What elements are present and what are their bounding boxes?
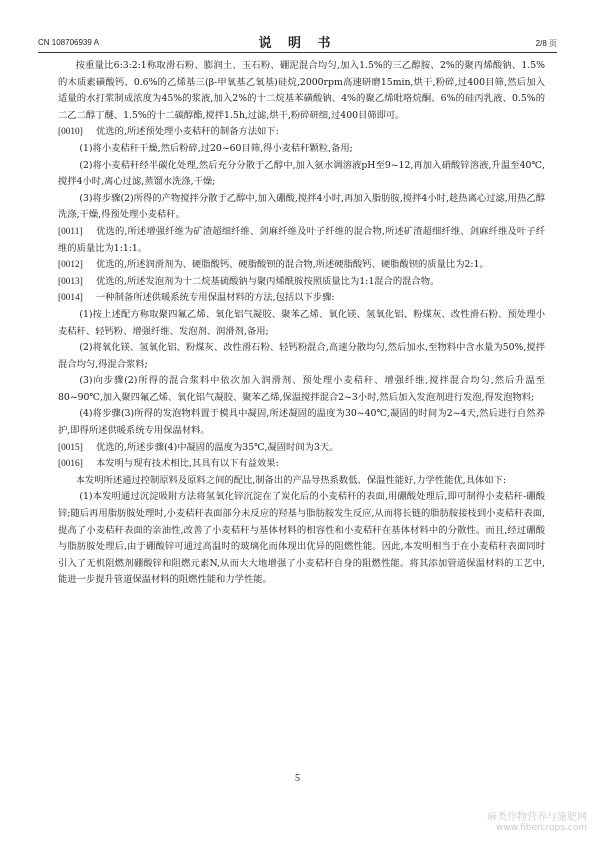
paragraph-0010: [0010] 优选的,所述预处理小麦秸秆的制备方法如下: [58, 124, 545, 141]
watermark [487, 808, 587, 833]
paragraph-number: [0012] [58, 260, 83, 271]
paragraph-number: [0011] [58, 226, 83, 237]
paragraph-number: [0016] [58, 459, 83, 470]
page-number: 5 [295, 773, 300, 784]
paragraph-number: [0013] [58, 276, 83, 287]
document-body [58, 58, 545, 589]
page-indicator: 2/8 页 [535, 39, 557, 48]
list-item: (2)将小麦秸秆经半碳化处理,然后充分分散于乙醇中,加入氨水调溶液pH至9~12,再加入硝酸锌溶液,升温至40℃,搅拌4小时,离心过滤,蒸馏水洗涤,干燥; [58, 159, 545, 188]
list-item: (1)按上述配方称取聚四氟乙烯、氧化铝气凝胶、聚苯乙烯、氧化镁、氢氧化铝、粉煤灰、改性滑石粉、预处理小麦秸秆、轻钙粉、增强纤维、发泡剂、润滑剂,备用; [58, 308, 545, 337]
paragraph-step-formula: 按重量比6:3:2:1称取滑石粉、膨润土、玉石粉、硼泥混合均匀,加入1.5%的三乙醇胺、2%的聚丙烯酸钠、1.5%的木质素磺酸钙、0.6%的乙烯基三(β-甲氧基乙氧基)硅烷,2000rpm高速研磨15min,烘干,粉碎,过400目筛,然后加入适量的水打浆制成浓度为45%的浆液,加入2%的十二烷基苯磺酸钠、4%的聚乙烯吡咯烷酮、6%的硅丙乳液、0.5%的二乙二醇丁醚、1.5%的十二碳醇酯,搅拌1.5h,过滤,烘干,粉碎研细,过400目筛即可。 [58, 60, 545, 121]
list-item: (2)将氧化镁、氢氧化铝、粉煤灰、改性滑石粉、轻钙粉混合,高速分散均匀,然后加水,至物料中含水量为50%,搅拌混合均匀,得混合浆料; [58, 342, 545, 370]
paragraph-0013: [0013] 优选的,所述发泡剂为十二烷基硫酸钠与聚丙烯酰胺按照质量比为1:1混合的混合物。 [58, 274, 545, 291]
list-item: (4)将步骤(3)所得的发泡物料置于模具中凝固,所述凝固的温度为30~40℃,凝固的时间为2~4天,然后进行自然养护,即得所述供暖系统专用保温材料。 [58, 408, 545, 437]
watermark-title: 麻类作物营养与施肥网 [487, 812, 587, 823]
paragraph-benefits-intro: 本发明所述通过控制原料及原料之间的配比,制备出的产品导热系数低、保温性能好,力学性能优,具体如下: [75, 474, 507, 486]
list-item: (3)将步骤(2)所得的产物搅拌分散于乙醇中,加入硼酸,搅拌4小时,再加入脂肪胺,搅拌4小时,趁热离心过滤,用热乙醇洗涤,干燥,得预处理小麦秸秆。 [58, 192, 545, 221]
list-item: (1)本发明通过沉淀吸附方法将氢氧化锌沉淀在了炭化后的小麦秸秆的表面,用硼酸处理后,即可制得小麦秸秆-硼酸锌;随后再用脂肪胺处理时,小麦秸秆表面部分未反应的羟基与脂肪胺发生反应,从而将长链的脂肪胺接枝到小麦秸秆表面,提高了小麦秸秆表面的亲油性,改善了小麦秸秆与基体材料的相容性和小麦秸秆在基体材料中的分散性。而且,经过硼酸与脂肪胺处理后,由于硼酸锌可通过高温时的玻璃化而体现出优异的阻燃性能。因此,本发明相当于在小麦秸秆表面同时引入了无机阻燃剂硼酸锌和阻燃元素N,从而大大地增强了小麦秸秆自身的阻燃性能。将其添加管道保温材料的工艺中,能进一步提升管道保温材料的阻燃性能和力学性能。 [58, 491, 545, 586]
document-type-title: 说 明 书 [258, 36, 337, 51]
paragraph-0015: [0015] 优选的,所述步骤(4)中凝固的温度为35℃,凝固时间为3天。 [58, 440, 545, 457]
list-item: (3)向步骤(2)所得的混合浆料中依次加入润滑剂、预处理小麦秸秆、增强纤维,搅拌混合均匀,然后升温至80~90℃,加入聚四氟乙烯、氧化铝气凝胶、聚苯乙烯,保温搅拌混合2~3小时,然后加入发泡剂进行发泡,得发泡物料; [58, 375, 545, 403]
paragraph-number: [0014] [58, 293, 83, 304]
patent-number: CN 108706939 A [38, 38, 99, 47]
page-header [38, 30, 557, 51]
paragraph-number: [0010] [58, 127, 83, 138]
paragraph-0012: [0012] 优选的,所述润滑剂为、硬脂酸钙、硬脂酸钡的混合物,所述硬脂酸钙、硬脂酸钡的质量比为2:1。 [58, 257, 545, 274]
header-divider [38, 52, 557, 53]
paragraph-0011: [0011] 优选的,所述增强纤维为矿渣超细纤维、剑麻纤维及叶子纤维的混合物,所述矿渣超细纤维、剑麻纤维及叶子纤维的质量比为1:1:1。 [58, 225, 545, 254]
paragraph-0016: [0016] 本发明与现有技术相比,其具有以下有益效果: [58, 456, 545, 473]
paragraph-0014: [0014] 一种制备所述供暖系统专用保温材料的方法,包括以下步骤: [58, 290, 545, 307]
paragraph-number: [0015] [58, 442, 83, 453]
list-item: (1)将小麦秸秆干燥,然后粉碎,过20~60目筛,得小麦秸秆颗粒,备用; [79, 142, 353, 154]
watermark-url: www.fibercrops.com [496, 823, 587, 833]
